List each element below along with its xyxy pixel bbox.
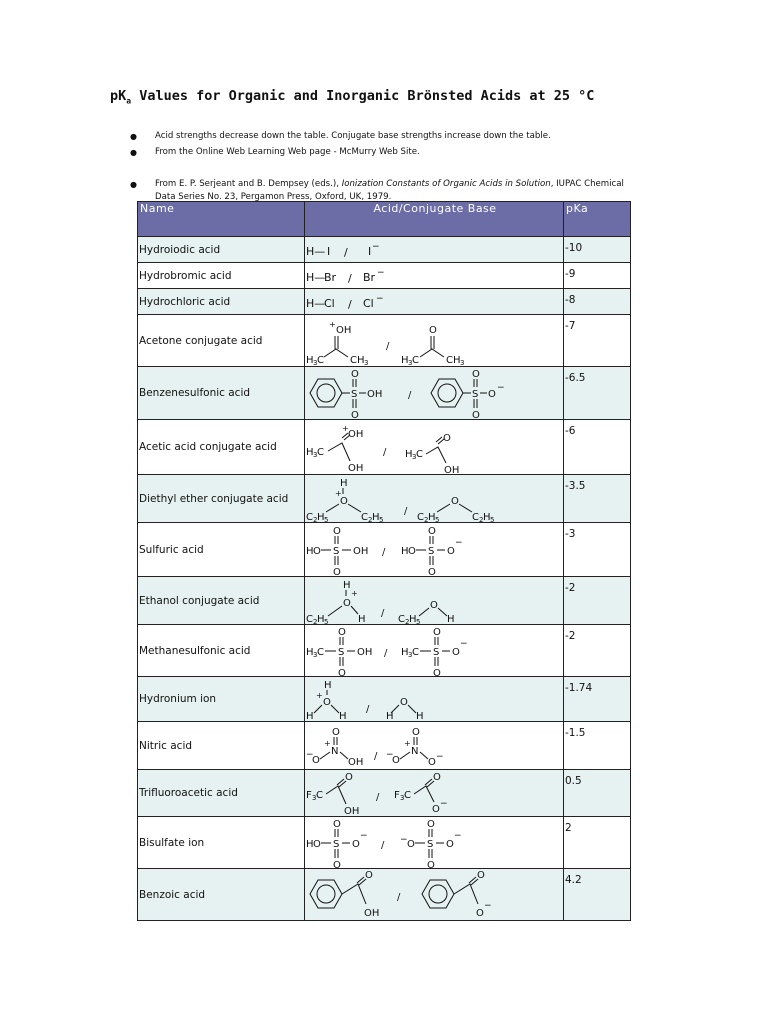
svg-text:H: H <box>405 449 413 460</box>
row-pka: 2 <box>564 817 631 869</box>
row-name: Benzoic acid <box>138 869 305 921</box>
svg-text:3: 3 <box>313 358 318 365</box>
svg-text:/: / <box>384 647 388 659</box>
svg-text:S: S <box>333 838 340 850</box>
svg-text:S: S <box>433 646 440 658</box>
svg-text:H—: H— <box>306 296 326 310</box>
svg-text:/: / <box>383 447 387 458</box>
svg-text:O: O <box>345 772 353 783</box>
svg-text:O: O <box>365 869 373 881</box>
svg-text:O: O <box>472 369 480 380</box>
row-pka: -10 <box>564 237 631 263</box>
structure-hydronium <box>305 677 564 722</box>
svg-text:H: H <box>401 354 409 365</box>
svg-text:−: − <box>377 267 385 278</box>
svg-text:O: O <box>427 859 435 868</box>
svg-text:−: − <box>360 830 368 841</box>
svg-text:C: C <box>317 447 324 458</box>
row-pka: -1.74 <box>564 677 631 722</box>
note-item: ● Acid strengths decrease down the table. Conjugate base strengths increase down the table. <box>130 130 551 143</box>
svg-text:/: / <box>366 704 370 715</box>
svg-text:C: C <box>398 613 405 624</box>
row-pka: -3 <box>564 523 631 577</box>
structure-diethylether <box>305 475 564 523</box>
svg-text:O: O <box>338 626 346 638</box>
svg-text:OH: OH <box>353 545 369 557</box>
svg-text:3: 3 <box>312 794 317 802</box>
svg-text:O: O <box>333 525 341 537</box>
svg-text:/: / <box>344 245 348 259</box>
table-row <box>138 367 631 420</box>
svg-text:C: C <box>417 511 424 522</box>
svg-text:+: + <box>335 488 342 498</box>
svg-text:O: O <box>351 410 359 418</box>
structure-trifluoroacetic <box>305 770 564 817</box>
svg-text:O: O <box>407 838 415 850</box>
row-name: Nitric acid <box>138 722 305 770</box>
svg-text:H: H <box>306 838 314 850</box>
svg-text:+: + <box>324 738 331 748</box>
svg-text:O: O <box>392 754 400 766</box>
note-item: ● From the Online Web Learning Web page - McMurry Web Site. <box>130 146 420 159</box>
table-row <box>138 420 631 475</box>
svg-text:H: H <box>428 511 436 522</box>
table-row <box>138 869 631 921</box>
table-row <box>138 289 631 315</box>
structure-benzenesulfonic <box>305 367 564 420</box>
row-pka: -8 <box>564 289 631 315</box>
structure-bisulfate <box>305 817 564 869</box>
svg-text:OH: OH <box>444 465 460 473</box>
svg-text:O: O <box>430 599 438 611</box>
row-pka: -6.5 <box>564 367 631 420</box>
svg-text:O: O <box>472 410 480 418</box>
svg-text:/: / <box>382 546 386 558</box>
structure-nitric <box>305 722 564 770</box>
svg-text:S: S <box>333 545 340 557</box>
pka-table <box>137 201 631 921</box>
svg-text:H: H <box>339 711 347 720</box>
svg-text:−: − <box>455 537 463 548</box>
svg-text:O: O <box>451 495 459 507</box>
svg-text:/: / <box>376 792 380 803</box>
svg-text:Cl: Cl <box>363 296 374 310</box>
row-name: Bisulfate ion <box>138 817 305 869</box>
table-row <box>138 475 631 523</box>
svg-text:−: − <box>497 383 505 393</box>
svg-text:+: + <box>351 588 358 598</box>
svg-text:C: C <box>306 511 313 522</box>
svg-text:2: 2 <box>424 515 429 522</box>
table-row <box>138 315 631 367</box>
structure-hi <box>305 237 564 263</box>
table-row <box>138 577 631 625</box>
svg-text:I: I <box>327 244 331 258</box>
svg-text:H: H <box>343 579 351 591</box>
svg-text:OH: OH <box>336 324 352 336</box>
table-row <box>138 237 631 263</box>
svg-text:H: H <box>306 545 314 557</box>
table-row <box>138 263 631 289</box>
svg-text:O: O <box>452 646 460 658</box>
structure-hcl <box>305 289 564 315</box>
svg-text:C: C <box>416 449 423 460</box>
svg-text:O: O <box>443 433 451 444</box>
svg-text:H: H <box>386 711 394 720</box>
structure-ethanol <box>305 577 564 625</box>
svg-text:H: H <box>324 680 332 691</box>
svg-text:O: O <box>447 545 455 557</box>
note-item: ● From E. P. Serjeant and B. Dempsey (eds.), Ionization Constants of Organic Acids in Solution, IUPAC Chemical Data Series No. 23, Pergamon Press, Oxford, UK, 1979. <box>130 178 625 204</box>
svg-text:O: O <box>332 726 340 738</box>
svg-text:3: 3 <box>364 358 369 365</box>
svg-text:S: S <box>338 646 345 658</box>
svg-text:OH: OH <box>348 429 364 440</box>
svg-text:S: S <box>428 545 435 557</box>
svg-text:O: O <box>340 495 348 507</box>
svg-text:O: O <box>313 545 321 557</box>
svg-text:H: H <box>306 711 314 720</box>
svg-text:2: 2 <box>479 515 484 522</box>
svg-text:3: 3 <box>460 358 465 365</box>
svg-text:OH: OH <box>348 756 364 768</box>
svg-text:O: O <box>400 697 408 708</box>
table-row <box>138 677 631 722</box>
row-pka: 4.2 <box>564 869 631 921</box>
svg-text:2: 2 <box>313 617 318 624</box>
svg-text:O: O <box>432 804 440 815</box>
row-pka: -2 <box>564 577 631 625</box>
svg-text:Br: Br <box>363 270 376 284</box>
table-row <box>138 722 631 770</box>
svg-text:/: / <box>381 839 385 851</box>
svg-text:H: H <box>317 613 325 624</box>
svg-text:OH: OH <box>367 389 383 400</box>
svg-text:Cl: Cl <box>324 296 335 310</box>
svg-text:C: C <box>412 354 419 365</box>
svg-text:C: C <box>361 511 368 522</box>
svg-text:2: 2 <box>405 617 410 624</box>
svg-text:O: O <box>429 324 437 336</box>
svg-text:H: H <box>358 613 366 624</box>
svg-text:C: C <box>316 790 323 801</box>
structure-sulfuric <box>305 523 564 577</box>
row-name: Hydroiodic acid <box>138 237 305 263</box>
svg-text:O: O <box>433 626 441 638</box>
svg-text:O: O <box>313 838 321 850</box>
svg-text:3: 3 <box>408 358 413 365</box>
svg-text:C: C <box>404 790 411 801</box>
svg-text:O: O <box>312 754 320 766</box>
svg-text:3: 3 <box>313 451 318 459</box>
svg-text:O: O <box>433 667 441 676</box>
structure-hbr <box>305 263 564 289</box>
svg-text:O: O <box>433 772 441 783</box>
svg-text:CH: CH <box>350 354 365 365</box>
svg-text:−: − <box>372 241 380 252</box>
svg-text:/: / <box>348 271 352 285</box>
svg-text:H: H <box>483 511 491 522</box>
svg-text:2: 2 <box>368 515 373 522</box>
svg-text:−: − <box>460 638 468 649</box>
svg-text:H: H <box>340 477 348 489</box>
svg-text:F: F <box>306 790 312 801</box>
svg-text:+: + <box>316 691 323 700</box>
svg-text:S: S <box>351 389 358 400</box>
table-row <box>138 770 631 817</box>
svg-text:O: O <box>427 818 435 830</box>
svg-text:O: O <box>352 838 360 850</box>
row-name: Benzenesulfonic acid <box>138 367 305 420</box>
svg-text:F: F <box>394 790 400 801</box>
svg-text:2: 2 <box>313 515 318 522</box>
svg-text:5: 5 <box>324 617 329 624</box>
row-name: Sulfuric acid <box>138 523 305 577</box>
header-pka: pKa <box>564 202 631 237</box>
svg-text:O: O <box>351 369 359 380</box>
svg-text:C: C <box>412 646 419 658</box>
svg-text:H: H <box>447 613 455 624</box>
svg-text:/: / <box>374 750 378 762</box>
svg-text:Br: Br <box>324 270 337 284</box>
svg-text:N: N <box>331 745 339 757</box>
svg-text:H: H <box>306 646 314 658</box>
svg-text:−: − <box>436 751 444 762</box>
svg-text:C: C <box>306 613 313 624</box>
svg-text:H: H <box>372 511 380 522</box>
svg-text:H: H <box>416 711 424 720</box>
row-name: Ethanol conjugate acid <box>138 577 305 625</box>
row-name: Diethyl ether conjugate acid <box>138 475 305 523</box>
svg-text:O: O <box>338 667 346 676</box>
svg-text:+: + <box>342 424 349 433</box>
svg-text:O: O <box>428 756 436 768</box>
svg-text:−: − <box>484 900 492 911</box>
svg-text:H: H <box>409 613 417 624</box>
svg-text:−: − <box>454 830 462 841</box>
svg-text:/: / <box>348 297 352 311</box>
svg-text:H—: H— <box>306 270 326 284</box>
row-name: Trifluoroacetic acid <box>138 770 305 817</box>
structure-acetone <box>305 315 564 367</box>
svg-text:H: H <box>306 447 314 458</box>
row-name: Hydrochloric acid <box>138 289 305 315</box>
svg-text:C: C <box>317 646 324 658</box>
row-name: Hydronium ion <box>138 677 305 722</box>
svg-text:O: O <box>428 525 436 537</box>
svg-text:5: 5 <box>490 515 495 522</box>
svg-text:+: + <box>404 738 411 748</box>
row-pka: -1.5 <box>564 722 631 770</box>
svg-text:H—: H— <box>306 244 326 258</box>
svg-text:OH: OH <box>364 907 380 919</box>
svg-text:5: 5 <box>324 515 329 522</box>
table-header-row <box>138 202 631 237</box>
svg-text:O: O <box>333 566 341 575</box>
row-name: Acetone conjugate acid <box>138 315 305 367</box>
svg-text:H: H <box>317 511 325 522</box>
row-pka: -9 <box>564 263 631 289</box>
svg-text:5: 5 <box>416 617 421 624</box>
svg-text:H: H <box>306 354 314 365</box>
svg-text:O: O <box>412 726 420 738</box>
row-name: Hydrobromic acid <box>138 263 305 289</box>
svg-text:3: 3 <box>412 453 417 461</box>
header-name: Name <box>138 202 305 237</box>
svg-text:5: 5 <box>379 515 384 522</box>
page-title: $pK_a$ Values for Organic and Inorganic Brönsted Acids at 25 °C <box>110 88 595 106</box>
row-name: Methanesulfonic acid <box>138 625 305 677</box>
svg-text:−: − <box>440 799 448 809</box>
svg-text:/: / <box>404 505 408 517</box>
header-structure: Acid/Conjugate Base <box>305 202 564 237</box>
svg-text:−: − <box>400 834 408 845</box>
svg-text:O: O <box>323 697 331 708</box>
svg-text:O: O <box>446 838 454 850</box>
svg-text:/: / <box>397 891 401 903</box>
row-pka: -6 <box>564 420 631 475</box>
svg-text:C: C <box>317 354 324 365</box>
svg-text:O: O <box>428 566 436 575</box>
row-pka: -3.5 <box>564 475 631 523</box>
svg-text:O: O <box>333 859 341 868</box>
svg-text:H: H <box>401 646 409 658</box>
svg-text:CH: CH <box>446 354 461 365</box>
svg-text:O: O <box>408 545 416 557</box>
svg-text:S: S <box>472 389 479 400</box>
svg-text:S: S <box>427 838 434 850</box>
svg-text:O: O <box>333 818 341 830</box>
svg-text:3: 3 <box>313 650 318 659</box>
svg-text:O: O <box>488 389 496 400</box>
svg-text:OH: OH <box>357 646 373 658</box>
svg-text:OH: OH <box>348 463 364 473</box>
svg-text:N: N <box>411 745 419 757</box>
svg-text:+: + <box>329 319 336 329</box>
structure-acetic <box>305 420 564 475</box>
svg-text:O: O <box>477 869 485 881</box>
svg-text:/: / <box>386 340 390 352</box>
row-pka: -2 <box>564 625 631 677</box>
row-pka: -7 <box>564 315 631 367</box>
svg-text:O: O <box>343 597 351 609</box>
svg-text:3: 3 <box>400 794 405 802</box>
structure-methanesulfonic <box>305 625 564 677</box>
svg-text:/: / <box>408 390 412 401</box>
svg-text:OH: OH <box>344 806 360 816</box>
table-row <box>138 817 631 869</box>
table-row <box>138 523 631 577</box>
svg-text:O: O <box>476 907 484 919</box>
svg-text:5: 5 <box>435 515 440 522</box>
svg-text:/: / <box>381 607 385 619</box>
svg-text:I: I <box>368 244 372 258</box>
row-pka: 0.5 <box>564 770 631 817</box>
svg-text:H: H <box>401 545 409 557</box>
structure-benzoic <box>305 869 564 921</box>
row-name: Acetic acid conjugate acid <box>138 420 305 475</box>
svg-text:−: − <box>386 749 394 760</box>
svg-text:C: C <box>472 511 479 522</box>
svg-text:−: − <box>306 749 314 760</box>
table-row <box>138 625 631 677</box>
svg-text:3: 3 <box>408 650 413 659</box>
svg-text:−: − <box>376 293 384 304</box>
